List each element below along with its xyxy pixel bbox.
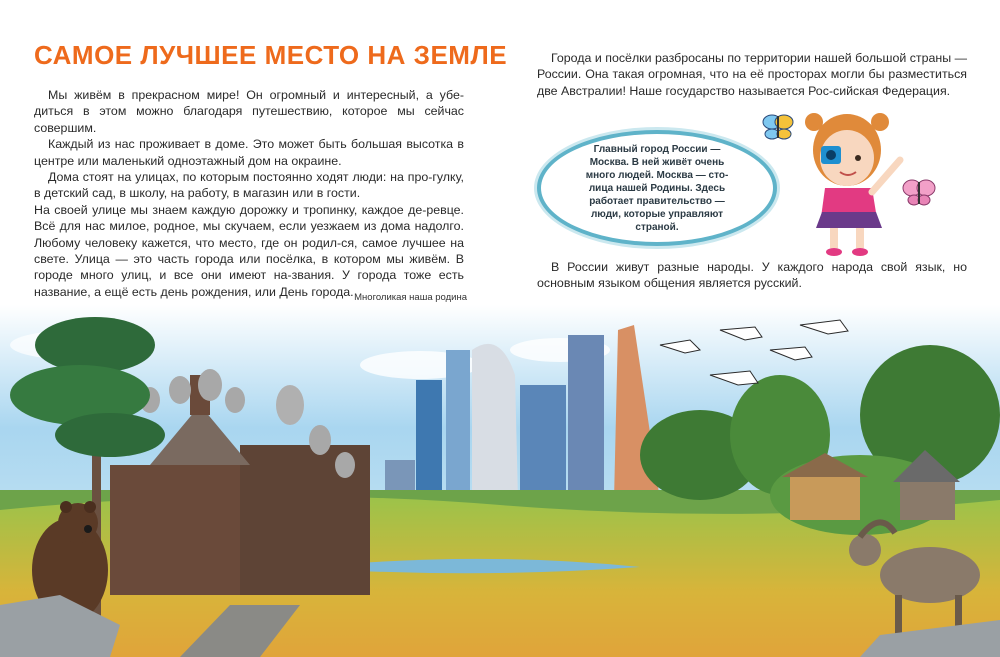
page-title: САМОЕ ЛУЧШЕЕ МЕСТО НА ЗЕМЛЕ (34, 40, 508, 70)
paragraph: Дома стоят на улицах, по которым постоянно ходят люди: на про-гулку, в детский сад, в школу, на работу, в магазин или в гости. (34, 170, 464, 201)
bubble-text: Главный город России — Москва. В ней живёт очень много людей. Москва — сто-лица нашей Родины. Здесь работает правительство — люди, которые управляют страной. (585, 143, 729, 233)
butterfly-icon (903, 180, 935, 205)
left-text-column (34, 87, 464, 300)
paragraph: Мы живём в прекрасном мире! Он огромный и интересный, а убе-диться в этом можно благодаря путешествию, которое мы сейчас совершим. (34, 88, 464, 135)
image-caption: Многоликая наша родина (354, 292, 467, 303)
girl-illustration (750, 100, 950, 260)
butterfly-icon (763, 115, 793, 139)
paragraph: В России живут разные народы. У каждого народа свой язык, но основным языком общения является русский. (537, 260, 967, 291)
speech-bubble (537, 130, 777, 246)
paragraph: На своей улице мы знаем каждую дорожку и тропинку, каждое де-ревце. Всё для нас милое, родное, мы скучаем, если уезжаем из дома надолго. Любому человеку кажется, что место, где он родил-ся, самое лучшее на свете. Улица — это часть города или посёлка, в котором мы живём. В городе много улиц, и все они имеют на-звания. У города тоже есть название, а ещё есть день рождения, или День города. (34, 202, 464, 299)
right-text-bottom (537, 259, 967, 292)
paragraph: Города и посёлки разбросаны по территории нашей большой страны — России. Она такая огромная, что на её просторах могли бы разместиться две Австралии! Наше государство называется Рос-сийская Федерация. (537, 51, 967, 98)
russia-landscape-illustration (0, 305, 1000, 657)
paragraph: Каждый из нас проживает в доме. Это может быть большая высотка в центре или маленький одноэтажный дом на окраине. (34, 137, 464, 168)
right-text-top (537, 50, 967, 99)
